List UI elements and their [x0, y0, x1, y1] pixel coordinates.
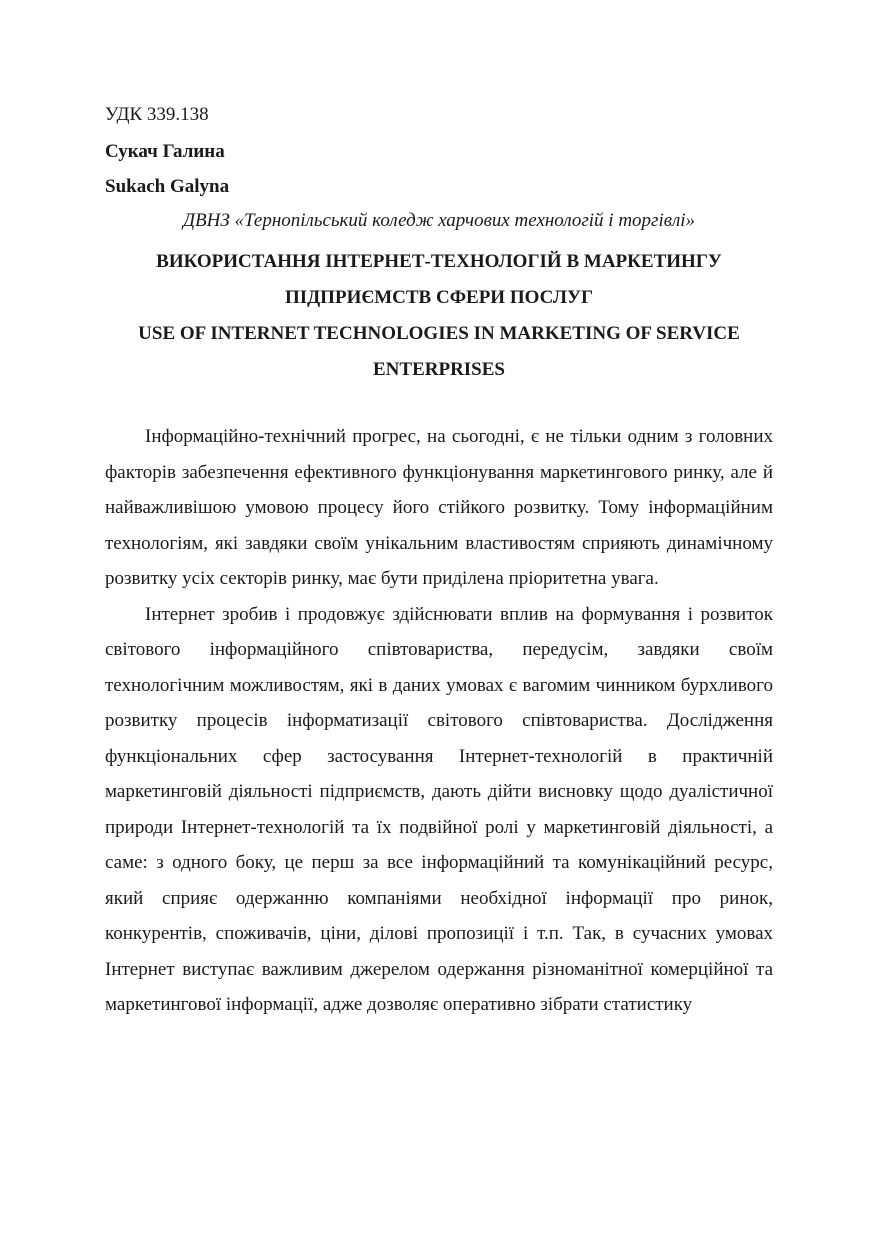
body-paragraph-1: Інформаційно-технічний прогрес, на сьогодні, є не тільки одним з головних факторів забезпечення ефективного функціонування маркетингового ринку, але й найважливішою умовою процесу його стійкого розвитку. Тому інформаційним технологіям, які завдяки своїм унікальним властивостям сприяють динамічному розвитку усіх секторів ринку, має бути приділена пріоритетна увага.: [105, 426, 773, 589]
article-title: [105, 244, 773, 388]
body-paragraph-2: Інтернет зробив і продовжує здійснювати вплив на формування і розвиток світового інформаційного співтовариства, передусім, завдяки своїм технологічним можливостям, які в даних умовах є вагомим чинником бурхливого розвитку процесів інформатизації світового співтовариства. Дослідження функціональних сфер застосування Інтернет-технологій в практичній маркетинговій діяльності підприємств, дають дійти висновку щодо дуалістичної природи Інтернет-технологій та їх подвійної ролі у маркетинговій діяльності, а саме: з одного боку, це перш за все інформаційний та комунікаційний ресурс, який сприяє одержанню компаніями необхідної інформації про ринок, конкурентів, споживачів, ціни, ділові пропозиції і т.п. Так, в сучасних умовах Інтернет виступає важливим джерелом одержання різноманітної комерційної та маркетингової інформації, адже дозволяє оперативно зібрати статистику: [105, 603, 773, 1015]
title-english-line-1: USE OF INTERNET TECHNOLOGIES IN MARKETING OF SERVICE: [138, 323, 740, 344]
title-english-line-2: ENTERPRISES: [373, 359, 505, 380]
author-name-english: Sukach Galyna: [105, 176, 230, 197]
title-ukrainian-line-2: ПІДПРИЄМСТВ СФЕРИ ПОСЛУГ: [284, 287, 594, 308]
article-body: [105, 419, 773, 1023]
author-name-ukrainian: Сукач Галина: [105, 141, 225, 162]
title-ukrainian-line-1: ВИКОРИСТАННЯ ІНТЕРНЕТ-ТЕХНОЛОГІЙ В МАРКЕТИНГУ: [156, 251, 722, 272]
author-affiliation: ДВНЗ «Тернопільський коледж харчових технологій і торгівлі»: [182, 210, 696, 231]
udc-code: УДК 339.138: [105, 104, 209, 125]
